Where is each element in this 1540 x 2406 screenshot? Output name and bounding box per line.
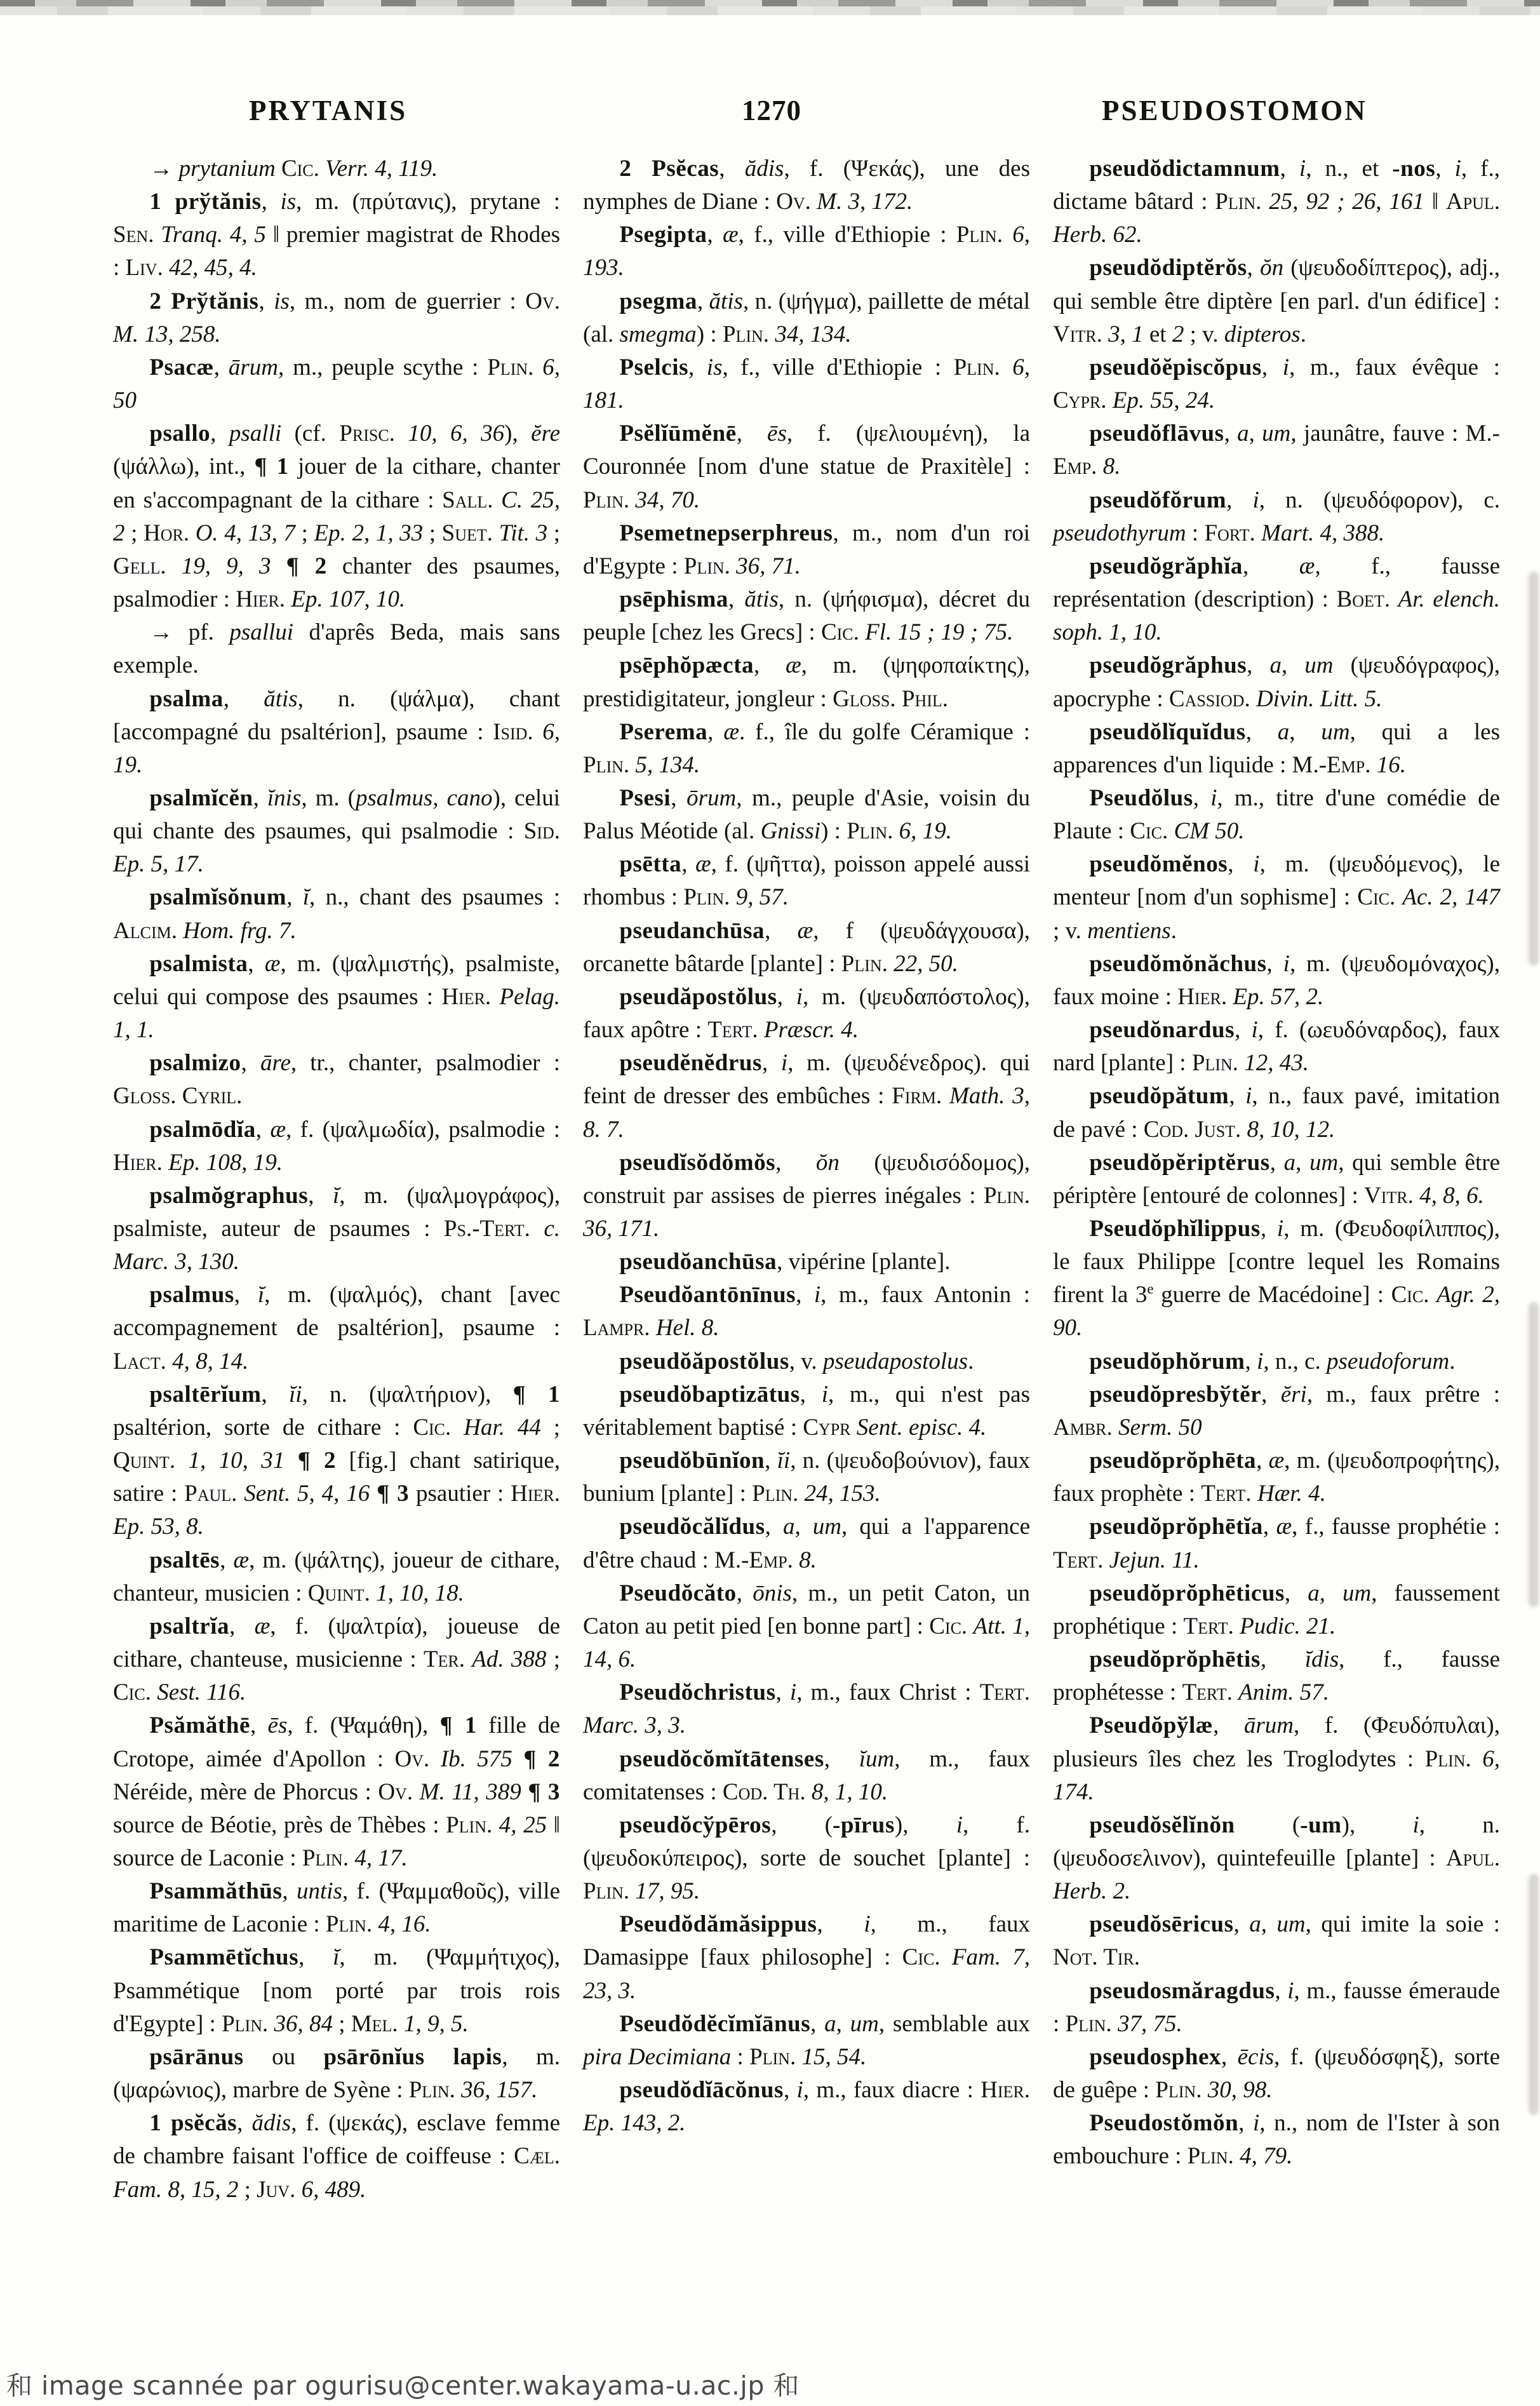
- dictionary-entry: 2 Psĕcas, ădis, f. (Ψεκάς), une des nymphes de Diane : Ov. M. 3, 172.: [583, 156, 1031, 215]
- dictionary-entry: 1 prўtănis, is, m. (πρύτανις), prytane : Sen. Tranq. 4, 5 ‖ premier magistrat de Rhodes : Liv. 42, 45, 4.: [113, 189, 561, 281]
- dictionary-entry: → prytanium Cic. Verr. 4, 119.: [149, 156, 438, 182]
- dictionary-entry: Pserema, æ. f., île du golfe Céramique : Plin. 5, 134.: [583, 718, 1030, 778]
- dictionary-entry: Pseudŏpўlæ, ārum, f. (Φευδόπυλαι), plusieurs îles chez les Troglodytes : Plin. 6, 174.: [1053, 1712, 1501, 1805]
- scan-noise-strip-light: [0, 6, 1540, 15]
- dictionary-entry: Psesi, ōrum, m., peuple d'Asie, voisin du Palus Méotide (al. Gnissi) : Plin. 6, 19.: [583, 784, 1030, 845]
- dictionary-entry: psaltērĭum, ĭi, n. (ψαλτήριον), ¶ 1 psaltérion, sorte de cithare : Cic. Har. 44 ; Quint. 1, 10, 31 ¶ 2 [fig.] chant satirique, satire : Paul. Sent. 5, 4, 16 ¶ 3 psautier : Hier. Ep. 53, 8.: [113, 1381, 561, 1540]
- dictionary-entry: pseudŏgrăphus, a, um (ψευδόγραφος), apocryphe : Cassiod. Divin. Litt. 5.: [1053, 652, 1500, 712]
- scan-bleed-artifact: [1529, 572, 1539, 965]
- dictionary-entry: Pseudŏphĭlippus, i, m. (Φευδοφίλιππος), le faux Philippe [contre lequel les Romains firent la 3e guerre de Macédoine] : Cic. Agr. 2, 90.: [1053, 1216, 1501, 1341]
- scan-credit-line: 和 image scannée par ogurisu@center.wakayama-u.ac.jp 和: [6, 2370, 800, 2401]
- dictionary-entry: pseudŏpresbўtĕr, ĕri, m., faux prêtre : Ambr. Serm. 50: [1053, 1381, 1500, 1441]
- dictionary-entry: psētta, æ, f. (ψῆττα), poisson appelé aussi rhombus : Plin. 9, 57.: [583, 851, 1030, 911]
- dictionary-entry: pseudŏsēricus, a, um, qui imite la soie : Not. Tir.: [1053, 1911, 1500, 1971]
- dictionary-entry: pseudŏprŏphēticus, a, um, faussement prophétique : Tert. Pudic. 21.: [1053, 1580, 1500, 1639]
- dictionary-entry: psallo, psalli (cf. Prisc. 10, 6, 36), ĕre (ψάλλω), int., ¶ 1 jouer de la cithare, chanter en s'accompagnant de la cithare : Sall. C. 25, 2 ; Hor. O. 4, 13, 7 ; Ep. 2, 1, 33 ; Suet. Tit. 3 ; Gell. 19, 9, 3 ¶ 2 chanter des psaumes, psalmodier : Hier. Ep. 107, 10.: [113, 420, 561, 613]
- dictionary-entry: psalmus, ĭ, m. (ψαλμός), chant [avec accompagnement de psaltérion], psaume : Lact. 4, 8, 14.: [113, 1282, 560, 1374]
- dictionary-entry: pseudosmăragdus, i, m., fausse émeraude : Plin. 37, 75.: [1053, 1977, 1500, 2037]
- dictionary-entry: pseudŏprŏphētĭa, æ, f., fausse prophétie : Tert. Jejun. 11.: [1053, 1514, 1500, 1573]
- dictionary-entry: psalmĭcĕn, ĭnis, m. (psalmus, cano), celui qui chante des psaumes, qui psalmodie : Sid. Ep. 5, 17.: [113, 784, 560, 878]
- dictionary-entry: pseudŏsĕlĭnŏn (-um), i, n. (ψευδοσελινον), quintefeuille [plante] : Apul. Herb. 2.: [1053, 1811, 1500, 1905]
- page-number: 1270: [742, 95, 801, 126]
- dictionary-entry: Psacæ, ārum, m., peuple scythe : Plin. 6, 50: [113, 354, 560, 414]
- dictionary-entry: Psegipta, æ, f., ville d'Ethiopie : Plin. 6, 193.: [583, 222, 1031, 281]
- dictionary-entry: Psĕlĭūmĕnē, ēs, f. (ψελιουμένη), la Couronnée [nom d'une statue de Praxitèle] : Plin. 34, 70.: [583, 420, 1030, 513]
- dictionary-entry: pseudĕnĕdrus, i, m. (ψευδένεδρος). qui feint de dresser des embûches : Firm. Math. 3, 8. 7.: [583, 1050, 1030, 1143]
- dictionary-entry: Pseudŏlus, i, m., titre d'une comédie de Plaute : Cic. CM 50.: [1053, 784, 1501, 845]
- dictionary-entry: psalmōdĭa, æ, f. (ψαλμωδία), psalmodie : Hier. Ep. 108, 19.: [113, 1116, 561, 1176]
- dictionary-column-2: [583, 152, 1030, 2207]
- dictionary-entry: pseudĭsŏdŏmŏs, ŏn (ψευδισόδομος), construit par assises de pierres inégales : Plin. 36, 171.: [583, 1149, 1031, 1242]
- dictionary-entry: pseudŏcălĭdus, a, um, qui a l'apparence d'être chaud : M.-Emp. 8.: [583, 1514, 1031, 1573]
- dictionary-entry: Pselcis, is, f., ville d'Ethiopie : Plin. 6, 181.: [583, 354, 1030, 414]
- running-head-left: PRYTANIS: [249, 95, 408, 126]
- dictionary-entry: psalmŏgraphus, ĭ, m. (ψαλμογράφος), psalmiste, auteur de psaumes : Ps.-Tert. c. Marc. 3, 130.: [113, 1182, 561, 1275]
- dictionary-entry: pseudŏpĕriptĕrus, a, um, qui semble être périptère [entouré de colonnes] : Vitr. 4, 8, 6.: [1053, 1149, 1500, 1209]
- dictionary-entry: pseudanchūsa, æ, f (ψευδάγχουσα), orcanette bâtarde [plante] : Plin. 22, 50.: [583, 917, 1030, 977]
- dictionary-entry: pseudŏanchūsa, vipérine [plante].: [619, 1249, 951, 1275]
- dictionary-entry: pseudŏmĕnos, i, m. (ψευδόμενος), le menteur [nom d'un sophisme] : Cic. Ac. 2, 147 ; v. mentiens.: [1053, 851, 1501, 944]
- dictionary-entry: Pseudŏdămăsippus, i, m., faux Damasippe [faux philosophe] : Cic. Fam. 7, 23, 3.: [583, 1911, 1031, 2004]
- dictionary-entry: pseudŏlĭquĭdus, a, um, qui a les apparences d'un liquide : M.-Emp. 16.: [1053, 718, 1500, 778]
- dictionary-entry: pseudŏbūnĭon, ĭi, n. (ψευδοβούνιον), faux bunium [plante] : Plin. 24, 153.: [583, 1448, 1030, 1507]
- dictionary-entry: Psammăthūs, untis, f. (Ψαμμαθοῦς), ville maritime de Laconie : Plin. 4, 16.: [113, 1878, 560, 1938]
- dictionary-entry: psegma, ătis, n. (ψήγμα), paillette de métal (al. smegma) : Plin. 34, 134.: [583, 288, 1031, 347]
- dictionary-entry: psārānus ou psārōnĭus lapis, m. (ψαρώνιος), marbre de Syène : Plin. 36, 157.: [113, 2043, 560, 2104]
- dictionary-entry: pseudŏdĭācŏnus, i, m., faux diacre : Hier. Ep. 143, 2.: [583, 2077, 1031, 2137]
- dictionary-entry: psaltrĭa, æ, f. (ψαλτρία), joueuse de cithare, chanteuse, musicienne : Ter. Ad. 388 ; Cic. Sest. 116.: [113, 1613, 560, 1706]
- scan-noise-strip: [0, 0, 1540, 6]
- dictionary-column-1: [113, 152, 560, 2207]
- dictionary-entry: pseudăpostŏlus, i, m. (ψευδαπόστολος), faux apôtre : Tert. Præscr. 4.: [583, 983, 1030, 1044]
- dictionary-entry: Pseudostŏmŏn, i, n., nom de l'Ister à son embouchure : Plin. 4, 79.: [1053, 2110, 1500, 2170]
- dictionary-entry: pseudŏăpostŏlus, v. pseudapostolus.: [619, 1348, 974, 1374]
- dictionary-entry: Pseudŏdĕcĭmĭānus, a, um, semblable aux pira Decimiana : Plin. 15, 54.: [583, 2010, 1031, 2070]
- dictionary-entry: Pseudŏantōnīnus, i, m., faux Antonin : Lampr. Hel. 8.: [583, 1282, 1031, 1341]
- dictionary-entry: Psămăthē, ēs, f. (Ψαμάθη), ¶ 1 fille de Crotope, aimée d'Apollon : Ov. Ib. 575 ¶ 2 Néréide, mère de Phorcus : Ov. M. 11, 389 ¶ 3 source de Béotie, près de Thèbes : Plin. 4, 25 ‖ source de Laconie : Plin. 4, 17.: [113, 1712, 561, 1871]
- dictionary-entry: psalmista, æ, m. (ψαλμιστής), psalmiste, celui qui compose des psaumes : Hier. Pelag. 1, 1.: [113, 950, 560, 1044]
- dictionary-entry: pseudŏcўpēros, (-pīrus), i, f. (ψευδοκύπειρος), sorte de souchet [plante] : Plin. 17, 95.: [583, 1811, 1030, 1905]
- scan-bleed-artifact: [1529, 1302, 1539, 1607]
- dictionary-entry: psaltēs, æ, m. (ψάλτης), joueur de cithare, chanteur, musicien : Quint. 1, 10, 18.: [113, 1547, 561, 1606]
- running-head-right: PSEUDOSTOMON: [1102, 95, 1367, 126]
- dictionary-entry: pseudosphex, ēcis, f. (ψευδόσφηξ), sorte de guêpe : Plin. 30, 98.: [1053, 2043, 1500, 2104]
- dictionary-entry: pseudŏphŏrum, i, n., c. pseudoforum.: [1089, 1348, 1456, 1374]
- dictionary-entry: 1 psĕcăs, ădis, f. (ψεκάς), esclave femme de chambre faisant l'office de coiffeuse : Cæl. Fam. 8, 15, 2 ; Juv. 6, 489.: [113, 2110, 560, 2203]
- scan-bleed-artifact: [1529, 1874, 1539, 2115]
- dictionary-entry: pseudŏprŏphētis, ĭdis, f., fausse prophétesse : Tert. Anim. 57.: [1053, 1646, 1500, 1706]
- dictionary-entry: pseudŏpătum, i, n., faux pavé, imitation de pavé : Cod. Just. 8, 10, 12.: [1053, 1083, 1500, 1143]
- dictionary-entry: Pseudŏchristus, i, m., faux Christ : Tert. Marc. 3, 3.: [583, 1679, 1030, 1739]
- dictionary-entry: psalmĭsŏnum, ĭ, n., chant des psaumes : Alcim. Hom. frg. 7.: [113, 884, 560, 944]
- dictionary-entry: pseudŏcŏmĭtātenses, ĭum, m., faux comitatenses : Cod. Th. 8, 1, 10.: [583, 1745, 1030, 1805]
- dictionary-entry: psalma, ătis, n. (ψάλμα), chant [accompagné du psaltérion], psaume : Isid. 6, 19.: [113, 685, 561, 778]
- dictionary-entry: pseudŏflāvus, a, um, jaunâtre, fauve : M.-Emp. 8.: [1053, 420, 1501, 480]
- dictionary-entry: pseudŏgrăphĭa, æ, f., fausse représentation (description) : Boet. Ar. elench. soph. 1, 10.: [1053, 553, 1501, 646]
- dictionary-entry: psalmizo, āre, tr., chanter, psalmodier : Gloss. Cyril.: [113, 1050, 560, 1110]
- dictionary-entry: Psammētĭchus, ĭ, m. (Ψαμμήτιχος), Psammétique [nom porté par trois rois d'Egypte] : Plin. 36, 84 ; Mel. 1, 9, 5.: [113, 1944, 560, 2037]
- dictionary-entry: pseudŏbaptizātus, i, m., qui n'est pas véritablement baptisé : Cypr Sent. episc. 4.: [583, 1381, 1031, 1441]
- dictionary-entry: pseudŏdictamnum, i, n., et -nos, i, f., dictame bâtard : Plin. 25, 92 ; 26, 161 ‖ Apul. Herb. 62.: [1053, 156, 1501, 248]
- dictionary-entry: pseudŏprŏphēta, æ, m. (ψευδοπροφήτης), faux prophète : Tert. Hær. 4.: [1053, 1448, 1501, 1507]
- dictionary-entry: Pseudŏcăto, ōnis, m., un petit Caton, un Caton au petit pied [en bonne part] : Cic. Att. 1, 14, 6.: [583, 1580, 1031, 1673]
- dictionary-entry: 2 Prўtănis, is, m., nom de guerrier : Ov. M. 13, 258.: [113, 288, 561, 347]
- dictionary-entry: pseudŏmŏnăchus, i, m. (ψευδομόναχος), faux moine : Hier. Ep. 57, 2.: [1053, 950, 1500, 1010]
- dictionary-entry: pseudŏĕpiscŏpus, i, m., faux évêque : Cypr. Ep. 55, 24.: [1053, 354, 1500, 414]
- dictionary-entry: pseudŏfŏrum, i, n. (ψευδόφορον), c. pseudothyrum : Fort. Mart. 4, 388.: [1053, 487, 1500, 546]
- dictionary-entry: psēphŏpæcta, æ, m. (ψηφοπαίκτης), prestidigitateur, jongleur : Gloss. Phil.: [583, 652, 1031, 712]
- dictionary-text-block: [113, 152, 1500, 2207]
- dictionary-entry: → pf. psallui d'aprês Beda, mais sans exemple.: [113, 619, 560, 679]
- dictionary-column-3: [1053, 152, 1500, 2207]
- dictionary-entry: pseudŏdiptĕrŏs, ŏn (ψευδοδίπτερος), adj., qui semble être diptère [en parl. d'un édifice] : Vitr. 3, 1 et 2 ; v. dipteros.: [1053, 255, 1501, 347]
- dictionary-entry: pseudŏnardus, i, f. (ωευδόναρδος), faux nard [plante] : Plin. 12, 43.: [1053, 1017, 1500, 1077]
- dictionary-entry: psēphisma, ătis, n. (ψήφισμα), décret du peuple [chez les Grecs] : Cic. Fl. 15 ; 19 ; 75.: [583, 586, 1031, 646]
- dictionary-entry: Psemetnepserphreus, m., nom d'un roi d'Egypte : Plin. 36, 71.: [583, 520, 1030, 579]
